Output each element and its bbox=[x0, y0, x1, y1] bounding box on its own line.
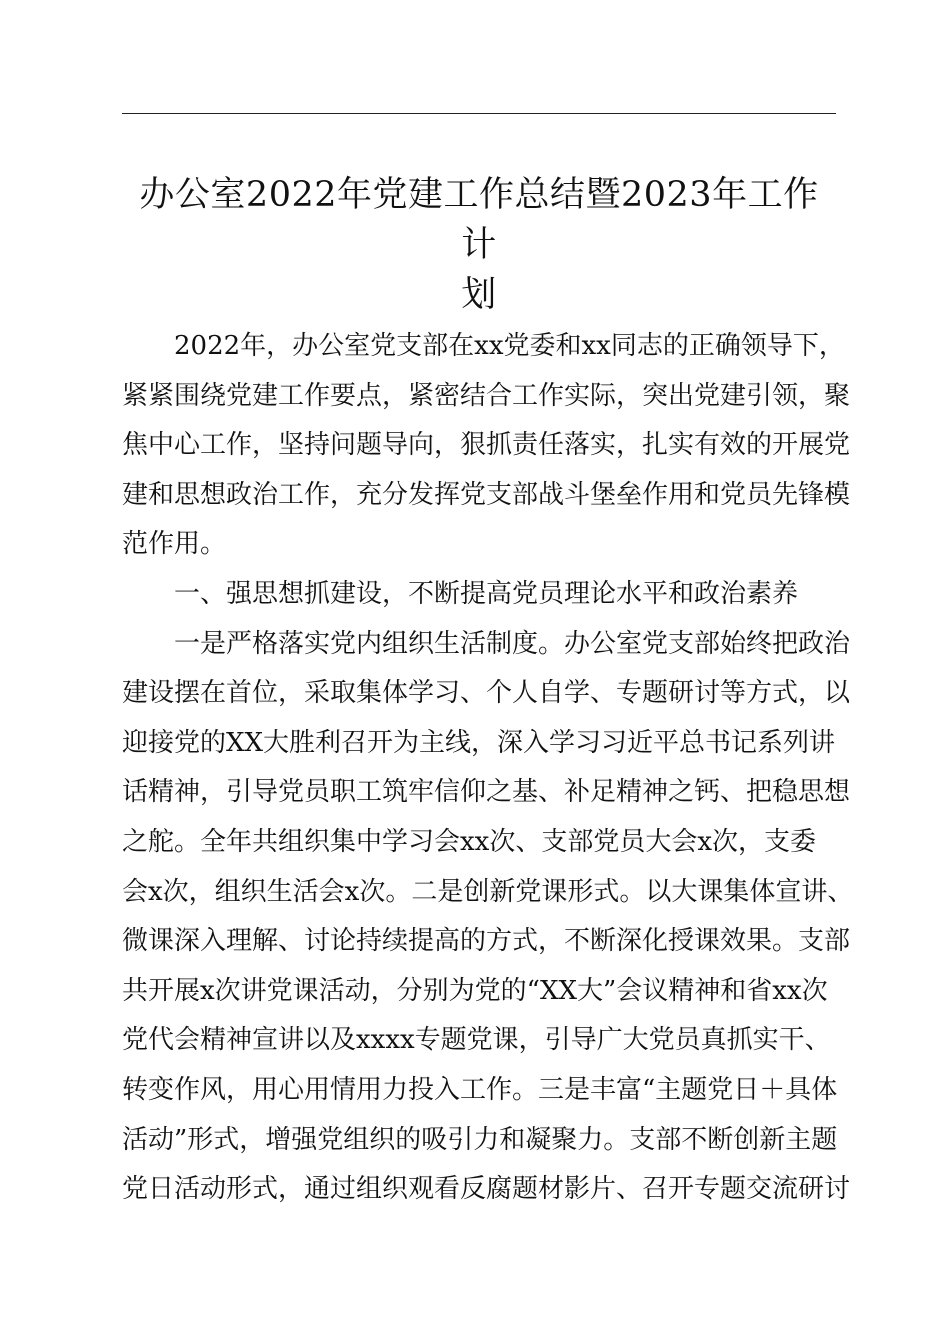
title-line-1: 办公室2022年党建工作总结暨2023年工作计 bbox=[139, 175, 819, 265]
paragraph-line: 焦中心工作，坚持问题导向，狠抓责任落实，扎实有效的开展党 bbox=[122, 430, 851, 461]
section-heading: 一、强思想抓建设，不断提高党员理论水平和政治素养 bbox=[174, 578, 799, 609]
paragraph-line: 一是严格落实党内组织生活制度。办公室党支部始终把政治 bbox=[174, 628, 851, 659]
paragraph-line: 之舵。全年共组织集中学习会xx次、支部党员大会x次，支委 bbox=[122, 826, 816, 857]
paragraph-line: 建设摆在首位，采取集体学习、个人自学、专题研讨等方式，以 bbox=[122, 678, 851, 709]
paragraph-line: 2022年，办公室党支部在xx党委和xx同志的正确领导下， bbox=[174, 331, 845, 361]
paragraph-line: 话精神，引导党员职工筑牢信仰之基、补足精神之钙、把稳思想 bbox=[122, 777, 851, 808]
paragraph-line: 党日活动形式，通过组织观看反腐题材影片、召开专题交流研讨 bbox=[122, 1174, 851, 1205]
header-rule bbox=[122, 113, 836, 114]
title-line-2: 划 bbox=[461, 275, 497, 315]
paragraph-line: 建和思想政治工作，充分发挥党支部战斗堡垒作用和党员先锋模 bbox=[122, 479, 851, 510]
document-title bbox=[122, 170, 836, 320]
paragraph-line: 活动”形式，增强党组织的吸引力和凝聚力。支部不断创新主题 bbox=[122, 1124, 838, 1155]
paragraph-line: 紧紧围绕党建工作要点，紧密结合工作实际，突出党建引领，聚 bbox=[122, 380, 851, 411]
paragraph-line: 转变作风，用心用情用力投入工作。三是丰富“主题党日＋具体 bbox=[122, 1074, 838, 1105]
paragraph-line: 共开展x次讲党课活动，分别为党的“XX大”会议精神和省xx次 bbox=[122, 975, 828, 1006]
paragraph-line: 范作用。 bbox=[122, 529, 227, 560]
paragraph-line: 微课深入理解、讨论持续提高的方式，不断深化授课效果。支部 bbox=[122, 926, 851, 957]
paragraph-line: 迎接党的XX大胜利召开为主线，深入学习习近平总书记系列讲 bbox=[122, 727, 836, 758]
document-body bbox=[122, 322, 854, 1215]
paragraph-line: 会x次，组织生活会x次。二是创新党课形式。以大课集体宣讲、 bbox=[122, 876, 854, 907]
paragraph-line: 党代会精神宣讲以及xxxx专题党课，引导广大党员真抓实干、 bbox=[122, 1025, 831, 1056]
